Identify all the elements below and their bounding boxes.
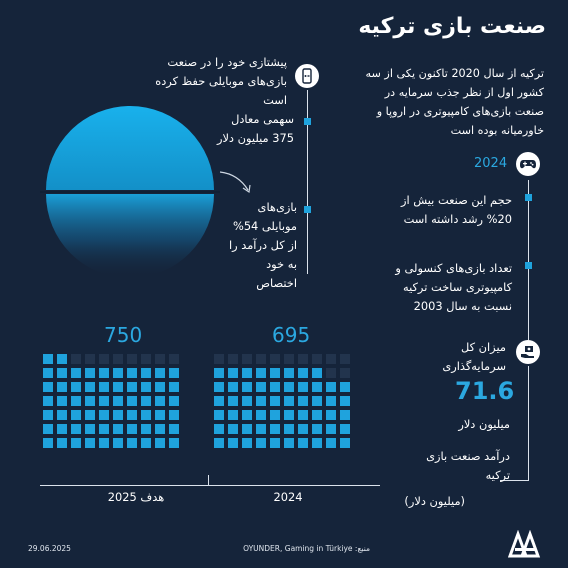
waffle-cell	[312, 382, 322, 392]
waffle-cell	[99, 368, 109, 378]
waffle-cell	[43, 410, 53, 420]
waffle-cell	[113, 396, 123, 406]
intro-text: ترکیه از سال 2020 تاکنون یکی از سه کشور اول از نظر جذب سرمایه در صنعت بازی‌های کامپیوتری در اروپا و خاورمیانه بوده است	[365, 67, 544, 137]
waffle-cell	[284, 354, 294, 364]
waffle-cell	[141, 438, 151, 448]
timeline-marker	[525, 262, 532, 269]
waffle-cell	[71, 396, 81, 406]
waffle-cell	[127, 438, 137, 448]
waffle-cell	[340, 396, 350, 406]
waffle-cell	[256, 382, 266, 392]
waffle-cell	[113, 410, 123, 420]
waffle-cell	[298, 368, 308, 378]
waffle-cell	[99, 396, 109, 406]
waffle-cell	[141, 396, 151, 406]
waffle-cell	[127, 354, 137, 364]
waffle-cell	[43, 354, 53, 364]
waffle-cell	[326, 354, 336, 364]
year-label: 2024	[474, 156, 508, 171]
waffle-cell	[169, 438, 179, 448]
waffle-cell	[284, 368, 294, 378]
game-controller-icon	[516, 152, 540, 176]
waffle-cell	[113, 424, 123, 434]
timeline-marker	[304, 206, 311, 213]
waffle-cell	[113, 382, 123, 392]
waffle-cell	[57, 438, 67, 448]
waffle-cell	[155, 368, 165, 378]
timeline-marker	[304, 118, 311, 125]
waffle-cell	[340, 410, 350, 420]
waffle-cell	[127, 410, 137, 420]
waffle-cell	[284, 410, 294, 420]
waffle-cell	[169, 424, 179, 434]
money-hand-icon	[516, 340, 540, 364]
chart-baseline	[40, 485, 380, 486]
investment-label: میزان کل سرمایه‌گذاری	[442, 340, 506, 373]
revenue-label: درآمد صنعت بازی ترکیه	[426, 449, 510, 482]
waffle-bar-2024	[214, 354, 350, 448]
bar-value-label: 750	[104, 323, 143, 347]
waffle-cell	[284, 382, 294, 392]
waffle-cell	[270, 410, 280, 420]
category-label: 2024	[273, 490, 303, 504]
waffle-cell	[228, 410, 238, 420]
waffle-cell	[242, 368, 252, 378]
waffle-cell	[270, 424, 280, 434]
waffle-cell	[57, 424, 67, 434]
waffle-cell	[85, 410, 95, 420]
waffle-cell	[256, 424, 266, 434]
waffle-cell	[57, 368, 67, 378]
waffle-cell	[71, 424, 81, 434]
waffle-cell	[169, 396, 179, 406]
waffle-cell	[141, 410, 151, 420]
waffle-cell	[141, 424, 151, 434]
waffle-cell	[284, 424, 294, 434]
waffle-cell	[256, 410, 266, 420]
footer-source: منبع: OYUNDER, Gaming in Türkiye	[243, 544, 370, 553]
waffle-cell	[155, 410, 165, 420]
waffle-cell	[57, 410, 67, 420]
waffle-cell	[270, 354, 280, 364]
waffle-cell	[155, 396, 165, 406]
waffle-cell	[256, 396, 266, 406]
waffle-cell	[155, 382, 165, 392]
waffle-cell	[214, 396, 224, 406]
waffle-cell	[340, 382, 350, 392]
waffle-cell	[228, 438, 238, 448]
waffle-cell	[85, 368, 95, 378]
waffle-cell	[312, 424, 322, 434]
waffle-cell	[99, 354, 109, 364]
waffle-cell	[43, 396, 53, 406]
waffle-cell	[113, 438, 123, 448]
waffle-cell	[71, 410, 81, 420]
waffle-cell	[127, 368, 137, 378]
waffle-cell	[43, 438, 53, 448]
waffle-cell	[228, 368, 238, 378]
bar-value-label: 695	[272, 323, 311, 347]
waffle-cell	[43, 368, 53, 378]
mobile-share-text: بازی‌های موبایلی 54% از کل درآمد را به خود اختصاص	[228, 200, 297, 290]
waffle-cell	[155, 424, 165, 434]
waffle-cell	[256, 354, 266, 364]
waffle-cell	[340, 438, 350, 448]
waffle-cell	[298, 396, 308, 406]
waffle-cell	[298, 382, 308, 392]
growth-text: حجم این صنعت بیش از 20% رشد داشته است	[400, 193, 512, 226]
waffle-cell	[71, 368, 81, 378]
waffle-cell	[99, 424, 109, 434]
waffle-cell	[298, 424, 308, 434]
waffle-cell	[312, 410, 322, 420]
footer-date: 29.06.2025	[28, 544, 71, 553]
waffle-cell	[169, 354, 179, 364]
waffle-cell	[57, 382, 67, 392]
waffle-cell	[312, 354, 322, 364]
waffle-cell	[326, 382, 336, 392]
waffle-cell	[340, 368, 350, 378]
waffle-cell	[71, 354, 81, 364]
sun-graphic	[30, 95, 230, 280]
waffle-cell	[340, 354, 350, 364]
curved-arrow-icon	[216, 168, 258, 198]
waffle-cell	[298, 410, 308, 420]
waffle-cell	[141, 354, 151, 364]
mobile-gamepad-icon	[295, 64, 319, 88]
waffle-cell	[242, 438, 252, 448]
waffle-cell	[228, 396, 238, 406]
waffle-cell	[340, 424, 350, 434]
waffle-cell	[113, 354, 123, 364]
waffle-cell	[141, 368, 151, 378]
waffle-cell	[270, 382, 280, 392]
waffle-cell	[214, 410, 224, 420]
waffle-cell	[214, 424, 224, 434]
waffle-cell	[326, 438, 336, 448]
waffle-cell	[169, 382, 179, 392]
waffle-cell	[242, 396, 252, 406]
revenue-unit: (میلیون دلار)	[404, 494, 465, 508]
waffle-cell	[214, 438, 224, 448]
waffle-cell	[242, 424, 252, 434]
waffle-cell	[284, 438, 294, 448]
waffle-cell	[326, 410, 336, 420]
waffle-cell	[284, 396, 294, 406]
waffle-cell	[228, 382, 238, 392]
waffle-cell	[298, 354, 308, 364]
right-timeline-lower	[528, 366, 529, 480]
aa-logo	[508, 530, 542, 560]
console-games-text: تعداد بازی‌های کنسولی و کامپیوتری ساخت ترکیه نسبت به سال 2003	[395, 261, 512, 313]
waffle-cell	[270, 438, 280, 448]
right-timeline-upper	[528, 180, 529, 340]
waffle-cell	[57, 396, 67, 406]
waffle-cell	[85, 382, 95, 392]
waffle-cell	[57, 354, 67, 364]
waffle-cell	[85, 438, 95, 448]
investment-value: 71.6	[455, 377, 515, 405]
waffle-cell	[71, 382, 81, 392]
investment-unit: میلیون دلار	[458, 417, 510, 431]
waffle-cell	[312, 438, 322, 448]
waffle-cell	[169, 368, 179, 378]
mobile-lead-text: پیشتازی خود را در صنعت بازی‌های موبایلی حفظ کرده است	[155, 55, 287, 107]
waffle-cell	[155, 354, 165, 364]
waffle-cell	[99, 382, 109, 392]
waffle-cell	[214, 354, 224, 364]
chart-divider	[208, 475, 209, 486]
waffle-cell	[326, 424, 336, 434]
waffle-cell	[85, 354, 95, 364]
waffle-cell	[214, 368, 224, 378]
waffle-cell	[228, 354, 238, 364]
category-label: هدف 2025	[107, 490, 165, 504]
timeline-marker	[525, 194, 532, 201]
share-value-text: سهمی معادل 375 میلیون دلار	[216, 112, 294, 145]
waffle-cell	[242, 354, 252, 364]
waffle-cell	[326, 368, 336, 378]
waffle-cell	[127, 382, 137, 392]
waffle-cell	[326, 396, 336, 406]
waffle-cell	[242, 410, 252, 420]
waffle-cell	[169, 410, 179, 420]
waffle-bar-2025-target	[43, 354, 179, 448]
waffle-cell	[113, 368, 123, 378]
waffle-cell	[99, 438, 109, 448]
waffle-cell	[270, 396, 280, 406]
waffle-cell	[85, 424, 95, 434]
waffle-cell	[85, 396, 95, 406]
waffle-cell	[256, 368, 266, 378]
waffle-cell	[228, 424, 238, 434]
waffle-cell	[312, 396, 322, 406]
waffle-cell	[298, 438, 308, 448]
waffle-cell	[270, 368, 280, 378]
waffle-cell	[242, 382, 252, 392]
waffle-cell	[43, 382, 53, 392]
waffle-cell	[99, 410, 109, 420]
waffle-cell	[127, 396, 137, 406]
waffle-cell	[155, 438, 165, 448]
waffle-cell	[127, 424, 137, 434]
waffle-cell	[312, 368, 322, 378]
waffle-cell	[71, 438, 81, 448]
waffle-cell	[141, 382, 151, 392]
waffle-cell	[214, 382, 224, 392]
waffle-cell	[256, 438, 266, 448]
waffle-cell	[43, 424, 53, 434]
page-title: صنعت بازی ترکیه	[358, 14, 546, 39]
